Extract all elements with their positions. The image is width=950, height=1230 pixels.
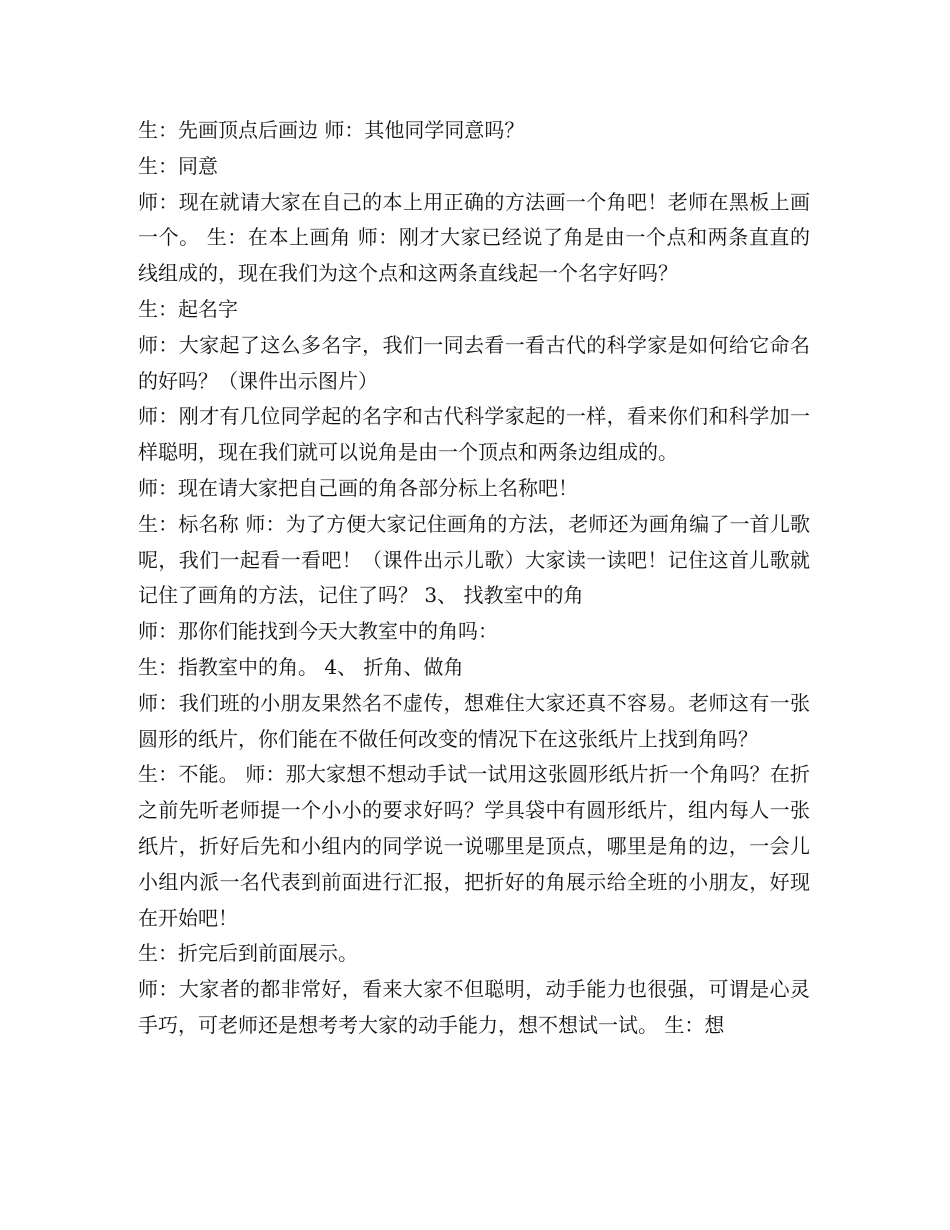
paragraph: 师：我们班的小朋友果然名不虚传，想难住大家还真不容易。老师这有一张圆形的纸片，你们能在不做任何改变的情况下在这张纸片上找到角吗？ [138, 690, 810, 751]
paragraph: 生：先画顶点后画边 师：其他同学同意吗？ [138, 118, 525, 142]
paragraph: 师：现在请大家把自己画的角各部分标上名称吧！ [138, 475, 578, 500]
paragraph: 生：不能。 师：那大家想不想动手试一试用这张圆形纸片折一个角吗？在折之前先听老师提一个小小的要求好吗？学具袋中有圆形纸片，组内每人一张纸片，折好后先和小组内的同学说一说哪里是顶点，哪里是角的边，一会儿小组内派一名代表到前面进行汇报，把折好的角展示给全班的小朋友，好现在开始吧！ [138, 762, 810, 930]
paragraph: 生：同意 [138, 153, 218, 178]
paragraph: 生：标名称 师：为了方便大家记住画角的方法，老师还为画角编了一首儿歌呢，我们一起看一看吧！（课件出示儿歌）大家读一读吧！记住这首儿歌就记住了画角的方法，记住了吗？ 3、 找教室中的角 [138, 511, 810, 608]
paragraph: 生：起名字 [138, 296, 238, 321]
paragraph: 师：那你们能找到今天大教室中的角吗： [138, 619, 498, 644]
paragraph: 师：大家者的都非常好，看来大家不但聪明，动手能力也很强，可谓是心灵手巧，可老师还是想考考大家的动手能力，想不想试一试。 生：想 [138, 977, 810, 1037]
paragraph: 师：现在就请大家在自己的本上用正确的方法画一个角吧！老师在黑板上画一个。 生：在本上画角 师：刚才大家已经说了角是由一个点和两条直直的线组成的，现在我们为这个点和这两条直线起一个名字好吗？ [138, 189, 810, 286]
paragraph: 师：刚才有几位同学起的名字和古代科学家起的一样，看来你们和科学加一样聪明，现在我们就可以说角是由一个顶点和两条边组成的。 [138, 404, 810, 465]
paragraph: 师：大家起了这么多名字，我们一同去看一看古代的科学家是如何给它命名的好吗？（课件出示图片） [138, 332, 810, 393]
document-body [138, 113, 810, 1044]
paragraph: 生：指教室中的角。 4、 折角、做角 [138, 654, 464, 679]
paragraph: 生：折完后到前面展示。 [138, 941, 358, 966]
